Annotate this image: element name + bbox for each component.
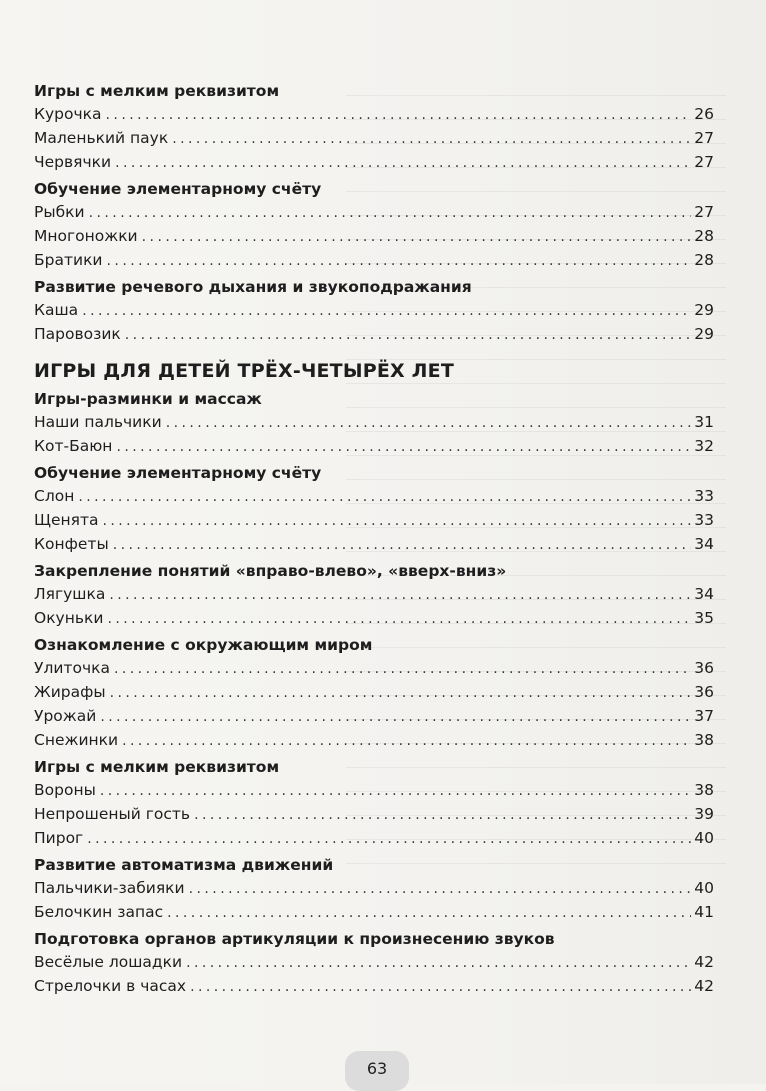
- toc-entry: [34, 248, 714, 272]
- entry-title: Маленький паук: [34, 129, 169, 147]
- dot-leader: [116, 435, 691, 459]
- table-of-contents: [34, 76, 714, 998]
- dot-leader: [107, 249, 692, 273]
- dot-leader: [109, 583, 691, 607]
- entry-title: Конфеты: [34, 535, 109, 553]
- dot-leader: [142, 225, 692, 249]
- section-heading: Развитие автоматизма движений: [34, 856, 334, 874]
- entry-title: Каша: [34, 301, 79, 319]
- dot-leader: [166, 411, 692, 435]
- dot-leader: [89, 201, 692, 225]
- toc-entry: [34, 150, 714, 174]
- toc-entry: [34, 484, 714, 508]
- dot-leader: [87, 827, 691, 851]
- toc-entry: [34, 298, 714, 322]
- entry-page: 33: [694, 511, 714, 529]
- entry-page: 38: [694, 781, 714, 799]
- entry-page: 40: [694, 879, 714, 897]
- section-heading: Обучение элементарному счёту: [34, 464, 322, 482]
- section-heading: Закрепление понятий «вправо-влево», «вверх-вниз»: [34, 562, 507, 580]
- entry-title: Белочкин запас: [34, 903, 164, 921]
- toc-section: [34, 854, 714, 924]
- toc-section: [34, 178, 714, 272]
- entry-page: 27: [694, 153, 714, 171]
- entry-page: 33: [694, 487, 714, 505]
- dot-leader: [190, 975, 691, 999]
- entry-title: Братики: [34, 251, 103, 269]
- section-heading: Игры с мелким реквизитом: [34, 758, 280, 776]
- entry-page: 29: [694, 301, 714, 319]
- entry-title: Урожай: [34, 707, 97, 725]
- entry-title: Улиточка: [34, 659, 110, 677]
- entry-page: 27: [694, 129, 714, 147]
- toc-entry: [34, 778, 714, 802]
- dot-leader: [186, 951, 691, 975]
- toc-entry: [34, 802, 714, 826]
- entry-title: Курочка: [34, 105, 102, 123]
- chapter-title: ИГРЫ ДЛЯ ДЕТЕЙ ТРЁХ-ЧЕТЫРЁХ ЛЕТ: [34, 360, 455, 382]
- section-heading: Подготовка органов артикуляции к произнесению звуков: [34, 930, 555, 948]
- entry-page: 34: [694, 585, 714, 603]
- entry-page: 39: [694, 805, 714, 823]
- entry-title: Вороны: [34, 781, 96, 799]
- toc-entry: [34, 876, 714, 900]
- toc-entry: [34, 410, 714, 434]
- toc-section: [34, 634, 714, 752]
- section-heading: Развитие речевого дыхания и звукоподражания: [34, 278, 472, 296]
- entry-title: Рыбки: [34, 203, 85, 221]
- entry-title: Непрошеный гость: [34, 805, 191, 823]
- toc-entry: [34, 704, 714, 728]
- entry-title: Окуньки: [34, 609, 104, 627]
- section-heading: Обучение элементарному счёту: [34, 180, 322, 198]
- entry-page: 36: [694, 659, 714, 677]
- dot-leader: [100, 705, 691, 729]
- entry-title: Снежинки: [34, 731, 119, 749]
- dot-leader: [122, 729, 691, 753]
- entry-title: Весёлые лошадки: [34, 953, 183, 971]
- toc-entry: [34, 582, 714, 606]
- entry-page: 42: [694, 953, 714, 971]
- toc-section: [34, 80, 714, 174]
- toc-entry: [34, 200, 714, 224]
- dot-leader: [113, 533, 692, 557]
- entry-title: Паровозик: [34, 325, 121, 343]
- entry-page: 37: [694, 707, 714, 725]
- entry-page: 35: [694, 609, 714, 627]
- entry-title: Пирог: [34, 829, 84, 847]
- entry-page: 38: [694, 731, 714, 749]
- entry-page: 42: [694, 977, 714, 995]
- entry-page: 40: [694, 829, 714, 847]
- entry-title: Червячки: [34, 153, 112, 171]
- dot-leader: [167, 901, 691, 925]
- entry-page: 31: [694, 413, 714, 431]
- toc-entry: [34, 126, 714, 150]
- entry-page: 29: [694, 325, 714, 343]
- toc-section: [34, 756, 714, 850]
- toc-section: [34, 276, 714, 346]
- entry-title: Пальчики-забияки: [34, 879, 185, 897]
- dot-leader: [172, 127, 691, 151]
- entry-page: 36: [694, 683, 714, 701]
- toc-entry: [34, 434, 714, 458]
- toc-entry: [34, 950, 714, 974]
- dot-leader: [82, 299, 691, 323]
- dot-leader: [78, 485, 691, 509]
- entry-title: Щенята: [34, 511, 99, 529]
- toc-entry: [34, 508, 714, 532]
- section-heading: Игры-разминки и массаж: [34, 390, 262, 408]
- section-heading: Игры с мелким реквизитом: [34, 82, 280, 100]
- entry-title: Стрелочки в часах: [34, 977, 187, 995]
- toc-section: [34, 560, 714, 630]
- entry-title: Жирафы: [34, 683, 106, 701]
- toc-entry: [34, 974, 714, 998]
- toc-entry: [34, 532, 714, 556]
- toc-entry: [34, 606, 714, 630]
- dot-leader: [114, 657, 691, 681]
- toc-entry: [34, 900, 714, 924]
- dot-leader: [189, 877, 692, 901]
- dot-leader: [115, 151, 691, 175]
- entry-title: Многоножки: [34, 227, 138, 245]
- toc-entry: [34, 656, 714, 680]
- toc-section: [34, 462, 714, 556]
- section-heading: Ознакомление с окружающим миром: [34, 636, 373, 654]
- toc-entry: [34, 826, 714, 850]
- dot-leader: [106, 103, 692, 127]
- page-number: 63: [345, 1051, 409, 1091]
- entry-page: 28: [694, 227, 714, 245]
- dot-leader: [194, 803, 691, 827]
- entry-page: 34: [694, 535, 714, 553]
- dot-leader: [107, 607, 691, 631]
- toc-section: [34, 388, 714, 458]
- entry-page: 28: [694, 251, 714, 269]
- toc-entry: [34, 322, 714, 346]
- entry-title: Слон: [34, 487, 75, 505]
- entry-title: Лягушка: [34, 585, 106, 603]
- dot-leader: [102, 509, 691, 533]
- entry-title: Наши пальчики: [34, 413, 162, 431]
- toc-entry: [34, 680, 714, 704]
- toc-section: [34, 928, 714, 998]
- entry-page: 32: [694, 437, 714, 455]
- dot-leader: [125, 323, 691, 347]
- entry-title: Кот-Баюн: [34, 437, 113, 455]
- toc-entry: [34, 224, 714, 248]
- dot-leader: [100, 779, 691, 803]
- entry-page: 27: [694, 203, 714, 221]
- toc-entry: [34, 728, 714, 752]
- toc-entry: [34, 102, 714, 126]
- entry-page: 41: [694, 903, 714, 921]
- dot-leader: [110, 681, 692, 705]
- entry-page: 26: [694, 105, 714, 123]
